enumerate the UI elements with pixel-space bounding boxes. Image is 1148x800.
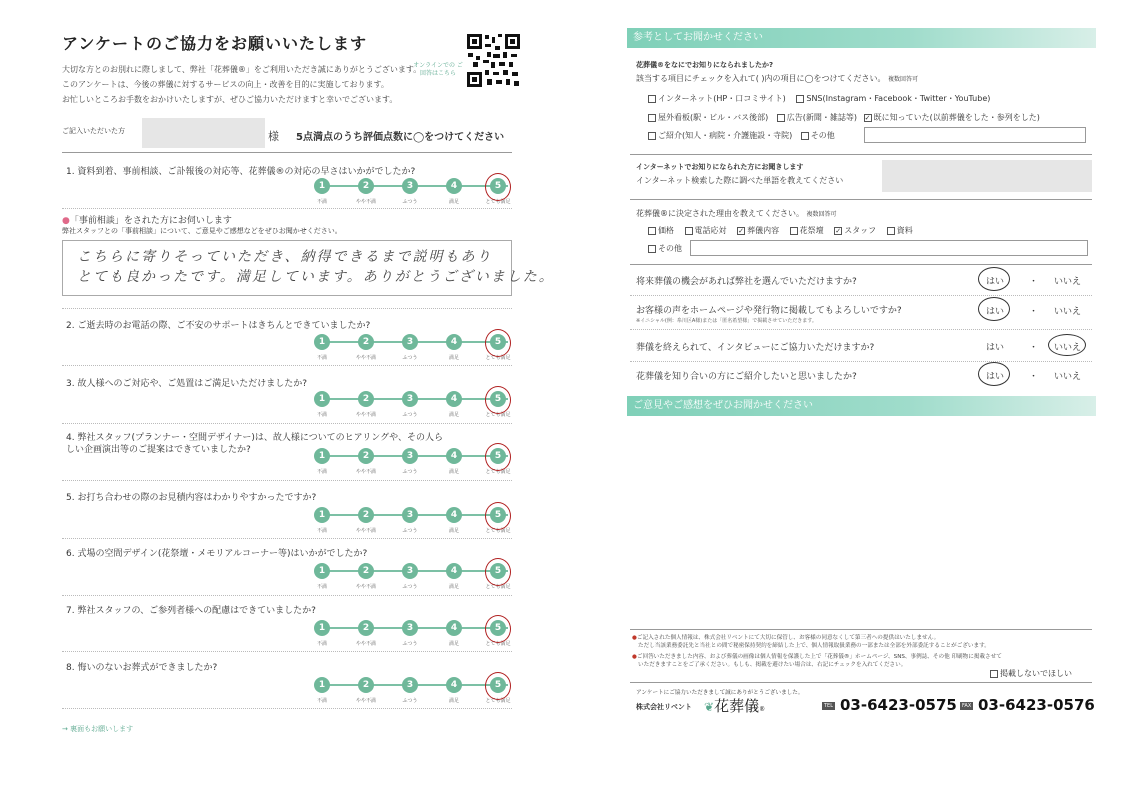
consult-answer-line-2: とても良かったです。満足しています。ありがとうございました。 [77,269,555,285]
rating-label-4: 満足 [448,412,459,418]
reason-other-input[interactable] [690,240,1088,256]
brand-logo: ❦花葬儀® [704,697,766,715]
rating-label-3: ふつう [402,469,418,475]
rating-label-3: ふつう [402,584,418,590]
divider [62,651,512,652]
rating-label-3: ふつう [402,641,418,647]
selected-rating-circle [485,443,511,471]
rating-option-2[interactable]: 2 [358,178,374,194]
rating-option-5[interactable]: 5 [490,620,506,636]
rating-label-2: やや不満 [355,528,376,534]
yesno-no-1[interactable]: いいえ [1054,277,1082,287]
back-page-note: → 裏面もお願いします [62,725,134,733]
rating-option-1[interactable]: 1 [314,507,330,523]
divider [62,423,512,424]
yesno-sep-4: ・ [1029,372,1039,382]
divider [62,308,512,309]
rating-label-4: 満足 [448,469,459,475]
divider [62,708,512,709]
rating-label-1: 不満 [316,698,327,704]
rating-label-5: とても満足 [485,584,511,590]
rating-option-3[interactable]: 3 [402,178,418,194]
rating-option-5[interactable]: 5 [490,391,506,407]
fax-label: FAX [962,703,972,709]
tel-label: TEL [824,703,833,709]
yesno-question-1: 将来葬儀の機会があれば弊社を選んでいただけますか? [636,277,857,287]
rating-label-2: やや不満 [355,698,376,704]
checkbox-altar[interactable]: 花祭壇 [790,226,824,235]
checkbox-referral[interactable]: ご紹介(知人・病院・介護施設・寺院) [648,131,792,140]
rating-label-4: 満足 [448,584,459,590]
divider [630,629,1092,630]
fax-number[interactable]: 03-6423-0576 [978,696,1095,714]
rating-option-5[interactable]: 5 [490,448,506,464]
rating-option-3[interactable]: 3 [402,391,418,407]
checkbox-price[interactable]: 価格 [648,226,674,235]
rating-label-4: 満足 [448,528,459,534]
yesno-question-2: お客様の声をホームページや発行物に掲載してもよろしいですか? [636,306,902,316]
rating-option-2[interactable]: 2 [358,620,374,636]
checkbox-staff[interactable]: ✓ スタッフ [835,226,877,235]
rating-scale-4[interactable] [314,448,514,478]
rating-label-1: 不満 [316,528,327,534]
rating-option-2[interactable]: 2 [358,334,374,350]
rating-option-3[interactable]: 3 [402,677,418,693]
leaf-icon: ❦ [704,700,715,714]
checkbox-ad[interactable]: 広告(新聞・雑誌等) [777,113,857,122]
question-1: 1. 資料到着、事前相談、ご訃報後の対応等、花葬儀®の対応の早さはいかがでしたか? [66,167,416,177]
divider [630,361,1092,362]
rating-label-5: とても満足 [485,412,511,418]
checkbox-billboard[interactable]: 屋外看板(駅・ビル・バス後部) [648,113,768,122]
section-band-comments: ご意見やご感想をぜひお聞かせください [627,396,1096,416]
divider [630,154,1092,155]
rating-label-5: とても満足 [485,698,511,704]
rating-option-3[interactable]: 3 [402,563,418,579]
intro-text: 大切な方とのお別れに際しまして、弊社「花葬儀®」をご利用いただき誠にありがとうございます。 このアンケートは、今後の葬儀に対するサービスの向上・改善を目的に実施しております。 お忙しいところお手数をおかけいたしますが、ぜひご協力いただけますと幸いでございます。 [62,65,422,104]
yesno-no-4[interactable]: いいえ [1054,372,1082,382]
reason-question: 花葬儀®に決定された理由を教えてください。 複数回答可 [636,209,837,218]
question-2: 2. ご逝去時のお電話の際、ご不安のサポートはきちんとできていましたか? [66,321,371,331]
rating-option-5[interactable]: 5 [490,334,506,350]
question-7: 7. 弊社スタッフの、ご参列者様への配慮はできていましたか? [66,606,316,616]
rating-scale-7[interactable] [314,620,514,650]
checkbox-phone[interactable]: 電話応対 [685,226,727,235]
rating-label-5: とても満足 [485,528,511,534]
answer-circle [978,267,1010,291]
yesno-sep-3: ・ [1029,343,1039,353]
selected-rating-circle [485,173,511,201]
rating-label-3: ふつう [402,355,418,361]
source-options-row-3 [648,130,835,141]
rating-option-1[interactable]: 1 [314,178,330,194]
rating-label-2: やや不満 [355,412,376,418]
rating-label-2: やや不満 [355,355,376,361]
rating-label-4: 満足 [448,199,459,205]
question-8: 8. 悔いのないお葬式ができましたか? [66,663,218,673]
rating-label-3: ふつう [402,199,418,205]
source-question: 花葬儀®をなにでお知りになられましたか? [636,61,774,69]
rating-label-2: やや不満 [355,584,376,590]
rating-option-5[interactable]: 5 [490,507,506,523]
checkbox-sns[interactable]: SNS(Instagram・Facebook・Twitter・YouTube) [796,94,990,103]
reason-options [648,225,913,236]
question-3: 3. 故人様へのご対応や、ご処置はご満足いただけましたか? [66,379,308,389]
name-label: ご記入いただいた方 [62,127,125,135]
answer-circle [978,297,1010,321]
divider [630,264,1092,265]
rating-label-4: 満足 [448,641,459,647]
rating-option-1[interactable]: 1 [314,334,330,350]
rating-label-2: やや不満 [355,641,376,647]
rating-label-1: 不満 [316,199,327,205]
rating-option-5[interactable]: 5 [490,677,506,693]
checkbox-reason-other[interactable]: その他 [648,243,682,254]
name-suffix: 様 [268,130,279,143]
rating-option-4[interactable]: 4 [446,448,462,464]
internet-question: インターネット検索した際に調べた単語を教えてください [636,176,844,185]
rating-scale-8[interactable] [314,677,514,707]
selected-rating-circle [485,386,511,414]
divider [62,365,512,366]
rating-scale-6[interactable] [314,563,514,593]
rating-scale-1[interactable] [314,178,514,208]
rating-option-2[interactable]: 2 [358,391,374,407]
rating-option-4[interactable]: 4 [446,507,462,523]
yesno-no-3[interactable]: いいえ [1054,343,1082,353]
rating-label-4: 満足 [448,355,459,361]
rating-label-3: ふつう [402,528,418,534]
selected-rating-circle [485,558,511,586]
yesno-note-2: ※イニシャル(例：糸川区A様)または「匿名希望様」で掲載させていただきます。 [636,318,817,324]
rating-label-1: 不満 [316,355,327,361]
rating-option-2[interactable]: 2 [358,448,374,464]
divider [62,538,512,539]
source-options-row-1 [648,93,990,104]
divider [630,295,1092,296]
rating-scale-3[interactable] [314,391,514,421]
source-other-input[interactable] [864,127,1086,143]
question-5: 5. お打ち合わせの際のお見積内容はわかりやすかったですか? [66,493,317,503]
qr-code[interactable] [465,32,522,89]
yesno-yes-1[interactable]: はい [986,277,1005,287]
divider [630,329,1092,330]
rating-label-1: 不満 [316,641,327,647]
company-name: 株式会社リベント [636,703,692,711]
rating-option-5[interactable]: 5 [490,178,506,194]
rating-option-2[interactable]: 2 [358,563,374,579]
rating-option-3[interactable]: 3 [402,448,418,464]
answer-circle [978,362,1010,386]
comments-area[interactable] [627,418,1096,626]
consult-answer-line-1: こちらに寄りそっていただき、納得できるまで説明もあり [77,249,493,265]
rating-label-5: とても満足 [485,199,511,205]
survey-title: アンケートのご協力をお願いいたします [62,34,368,53]
selected-rating-circle [485,615,511,643]
rating-scale-5[interactable] [314,507,514,537]
rating-label-3: ふつう [402,412,418,418]
rating-option-2[interactable]: 2 [358,677,374,693]
divider [62,595,512,596]
rating-option-4[interactable]: 4 [446,620,462,636]
rating-option-1[interactable]: 1 [314,391,330,407]
consult-heading: ●「事前相談」をされた方にお伺いします [62,216,232,226]
rating-option-4[interactable]: 4 [446,334,462,350]
rating-label-5: とても満足 [485,469,511,475]
question-4: 4. 弊社スタッフ(プランナー・空間デザイナー)は、故人様についてのヒアリングや、その人らしい企画演出等のご提案はできていましたか? [66,433,443,455]
rating-option-4[interactable]: 4 [446,178,462,194]
rating-instruction: 5点満点のうち評価点数に◯をつけてください [296,132,505,143]
rating-option-3[interactable]: 3 [402,620,418,636]
rating-option-3[interactable]: 3 [402,507,418,523]
rating-scale-2[interactable] [314,334,514,364]
tel-number[interactable]: 03-6423-0575 [840,696,957,714]
rating-option-1[interactable]: 1 [314,448,330,464]
checkbox-content[interactable]: ✓ 葬儀内容 [738,226,780,235]
yesno-question-3: 葬儀を終えられて、インタビューにご協力いただけますか? [636,343,875,353]
rating-label-1: 不満 [316,412,327,418]
rating-label-4: 満足 [448,698,459,704]
rating-label-3: ふつう [402,698,418,704]
consult-sub: 弊社スタッフとの「事前相談」について、ご意見やご感想などをぜひお聞かせください。 [62,227,342,235]
checkbox-internet[interactable]: インターネット(HP・口コミサイト) [648,94,786,103]
divider [62,480,512,481]
checkbox-no-publish[interactable]: 掲載しないでほしい [990,668,1072,679]
name-field-redacted[interactable] [142,118,265,148]
rating-option-4[interactable]: 4 [446,677,462,693]
yesno-yes-4[interactable]: はい [986,372,1005,382]
rating-option-4[interactable]: 4 [446,391,462,407]
source-options-row-2 [648,112,1040,123]
internet-heading: インターネットでお知りになられた方にお聞きします [636,163,804,171]
divider [630,199,1092,200]
rating-option-3[interactable]: 3 [402,334,418,350]
rating-option-2[interactable]: 2 [358,507,374,523]
rating-option-1[interactable]: 1 [314,620,330,636]
selected-rating-circle [485,329,511,357]
yesno-no-2[interactable]: いいえ [1054,307,1082,317]
checkbox-brochure[interactable]: 資料 [887,226,913,235]
yesno-yes-2[interactable]: はい [986,307,1005,317]
rating-label-5: とても満足 [485,641,511,647]
source-instruction: 該当する項目にチェックを入れて( )内の項目に◯をつけてください。 複数回答可 [636,74,919,83]
rating-label-2: やや不満 [355,199,376,205]
section-band-reference: 参考としてお聞かせください [627,28,1096,48]
rating-option-5[interactable]: 5 [490,563,506,579]
rating-label-5: とても満足 [485,355,511,361]
rating-label-2: やや不満 [355,469,376,475]
rating-option-4[interactable]: 4 [446,563,462,579]
rating-label-1: 不満 [316,469,327,475]
selected-rating-circle [485,672,511,700]
divider [62,152,512,153]
divider [630,682,1092,683]
rating-option-1[interactable]: 1 [314,563,330,579]
rating-label-1: 不満 [316,584,327,590]
checkbox-other[interactable]: その他 [801,131,835,140]
search-words-field-redacted[interactable] [882,160,1092,192]
checkbox-already-known[interactable]: ✓ 既に知っていた(以前葬儀をした・参列をした) [864,113,1040,122]
yesno-sep-1: ・ [1029,277,1039,287]
yesno-question-4: 花葬儀を知り合いの方にご紹介したいと思いましたか? [636,372,857,382]
qr-caption: オンラインでの ご回答はこちら [413,62,463,77]
consult-answer-box[interactable] [62,240,555,296]
question-6: 6. 式場の空間デザイン(花祭壇・メモリアルコーナー等)はいかがでしたか? [66,549,368,559]
yesno-sep-2: ・ [1029,307,1039,317]
divider [62,208,512,209]
rating-option-1[interactable]: 1 [314,677,330,693]
yesno-yes-3[interactable]: はい [986,343,1005,353]
privacy-notice: ●ご記入された個人情報は、株式会社リベントにて大切に保管し、お客様の同意なくして第三者への提供はいたしません。 ただし当該業務委託先と当社との間で秘密保持契約を締結した上で、個人情報取扱業務の一部または全部を外部委託することがございます。 ●ご回答いただきました内容、および葬儀の画像は個人情報を保護した上で「花葬儀®」ホームページ、SNS、事例誌、その他 印刷物に掲載させて いただきますことをご了承ください。もしも、掲載を避けたい場合は、右記にチェックを入れてください。 [632,635,1002,668]
thanks-text: アンケートにご協力いただきまして誠にありがとうございました。 [636,690,804,696]
answer-circle [1048,334,1086,356]
selected-rating-circle [485,502,511,530]
